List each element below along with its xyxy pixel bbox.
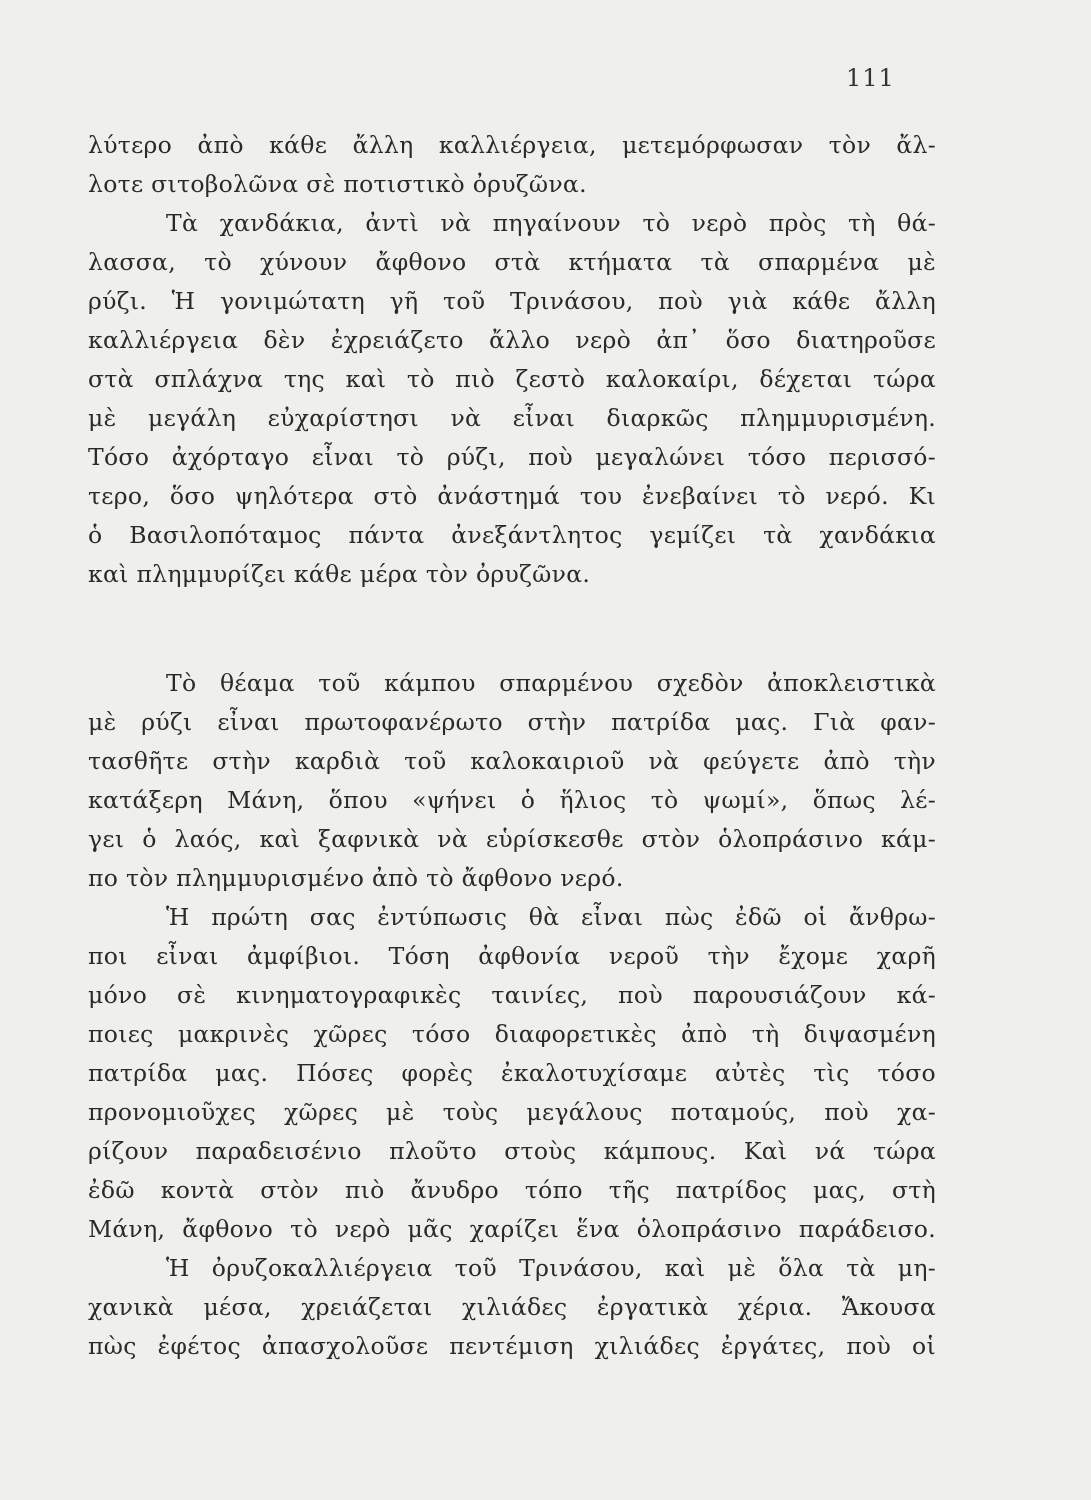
text-line: μὲ ρύζι εἶναι πρωτοφανέρωτο στὴν πατρίδα μας. Γιὰ φαν- bbox=[88, 708, 936, 736]
text-line: λύτερο ἀπὸ κάθε ἄλλη καλλιέργεια, μετεμόρφωσαν τὸν ἄλ- bbox=[88, 131, 936, 159]
text-line: καὶ πλημμυρίζει κάθε μέρα τὸν ὀρυζῶνα. bbox=[88, 560, 591, 588]
text-line: χανικὰ μέσα, χρειάζεται χιλιάδες ἐργατικὰ χέρια. Ἄκουσα bbox=[88, 1293, 936, 1321]
text-line: κατάξερη Μάνη, ὅπου «ψήνει ὁ ἥλιος τὸ ψωμί», ὅπως λέ- bbox=[88, 786, 936, 814]
text-line: ρύζι. Ἡ γονιμώτατη γῆ τοῦ Τρινάσου, ποὺ γιὰ κάθε ἄλλη bbox=[88, 287, 936, 315]
text-line: τερο, ὅσο ψηλότερα στὸ ἀνάστημά του ἐνεβαίνει τὸ νερό. Κι bbox=[88, 482, 936, 510]
text-line: Τόσο ἀχόρταγο εἶναι τὸ ρύζι, ποὺ μεγαλώνει τόσο περισσό- bbox=[88, 443, 936, 471]
text-line: πὼς ἐφέτος ἀπασχολοῦσε πεντέμιση χιλιάδες ἐργάτες, ποὺ οἱ bbox=[88, 1332, 936, 1360]
text-line: λασσα, τὸ χύνουν ἄφθονο στὰ κτήματα τὰ σπαρμένα μὲ bbox=[88, 248, 936, 276]
text-line: Τὸ θέαμα τοῦ κάμπου σπαρμένου σχεδὸν ἀποκλειστικὰ bbox=[166, 669, 936, 697]
text-block-2 bbox=[88, 664, 936, 1366]
text-line: στὰ σπλάχνα της καὶ τὸ πιὸ ζεστὸ καλοκαίρι, δέχεται τώρα bbox=[88, 365, 936, 393]
text-line: ποιες μακρινὲς χῶρες τόσο διαφορετικὲς ἀπὸ τὴ διψασμένη bbox=[88, 1020, 936, 1048]
text-line: λοτε σιτοβολῶνα σὲ ποτιστικὸ ὀρυζῶνα. bbox=[88, 170, 587, 198]
text-line: Τὰ χανδάκια, ἀντὶ νὰ πηγαίνουν τὸ νερὸ πρὸς τὴ θά- bbox=[166, 209, 936, 237]
text-line: Ἡ ὀρυζοκαλλιέργεια τοῦ Τρινάσου, καὶ μὲ ὅλα τὰ μη- bbox=[166, 1254, 936, 1282]
text-line: γει ὁ λαός, καὶ ξαφνικὰ νὰ εὑρίσκεσθε στὸν ὁλοπράσινο κάμ- bbox=[88, 825, 936, 853]
text-line: Ἡ πρώτη σας ἐντύπωσις θὰ εἶναι πὼς ἐδῶ οἱ ἄνθρω- bbox=[166, 903, 936, 931]
text-line: μόνο σὲ κινηματογραφικὲς ταινίες, ποὺ παρουσιάζουν κά- bbox=[88, 981, 936, 1009]
text-line: ἐδῶ κοντὰ στὸν πιὸ ἄνυδρο τόπο τῆς πατρίδος μας, στὴ bbox=[88, 1176, 936, 1204]
text-line: πατρίδα μας. Πόσες φορὲς ἐκαλοτυχίσαμε αὐτὲς τὶς τόσο bbox=[88, 1059, 936, 1087]
text-line: Μάνη, ἄφθονο τὸ νερὸ μᾶς χαρίζει ἕνα ὁλοπράσινο παράδεισο. bbox=[88, 1215, 936, 1243]
text-line: καλλιέργεια δὲν ἐχρειάζετο ἄλλο νερὸ ἀπ᾽ ὅσο διατηροῦσε bbox=[88, 326, 936, 354]
text-line: πο τὸν πλημμυρισμένο ἀπὸ τὸ ἄφθονο νερό. bbox=[88, 864, 624, 892]
text-line: μὲ μεγάλη εὐχαρίστησι νὰ εἶναι διαρκῶς πλημμυρισμένη. bbox=[88, 404, 936, 432]
text-line: προνομιοῦχες χῶρες μὲ τοὺς μεγάλους ποταμούς, ποὺ χα- bbox=[88, 1098, 936, 1126]
text-line: ρίζουν παραδεισένιο πλοῦτο στοὺς κάμπους. Καὶ νά τώρα bbox=[88, 1137, 936, 1165]
text-line: ποι εἶναι ἀμφίβιοι. Τόση ἀφθονία νεροῦ τὴν ἔχομε χαρῆ bbox=[88, 942, 936, 970]
text-block-1 bbox=[88, 126, 936, 594]
page-number: 111 bbox=[846, 64, 895, 92]
text-line: ὁ Βασιλοπόταμος πάντα ἀνεξάντλητος γεμίζει τὰ χανδάκια bbox=[88, 521, 936, 549]
text-line: τασθῆτε στὴν καρδιὰ τοῦ καλοκαιριοῦ νὰ φεύγετε ἀπὸ τὴν bbox=[88, 747, 936, 775]
